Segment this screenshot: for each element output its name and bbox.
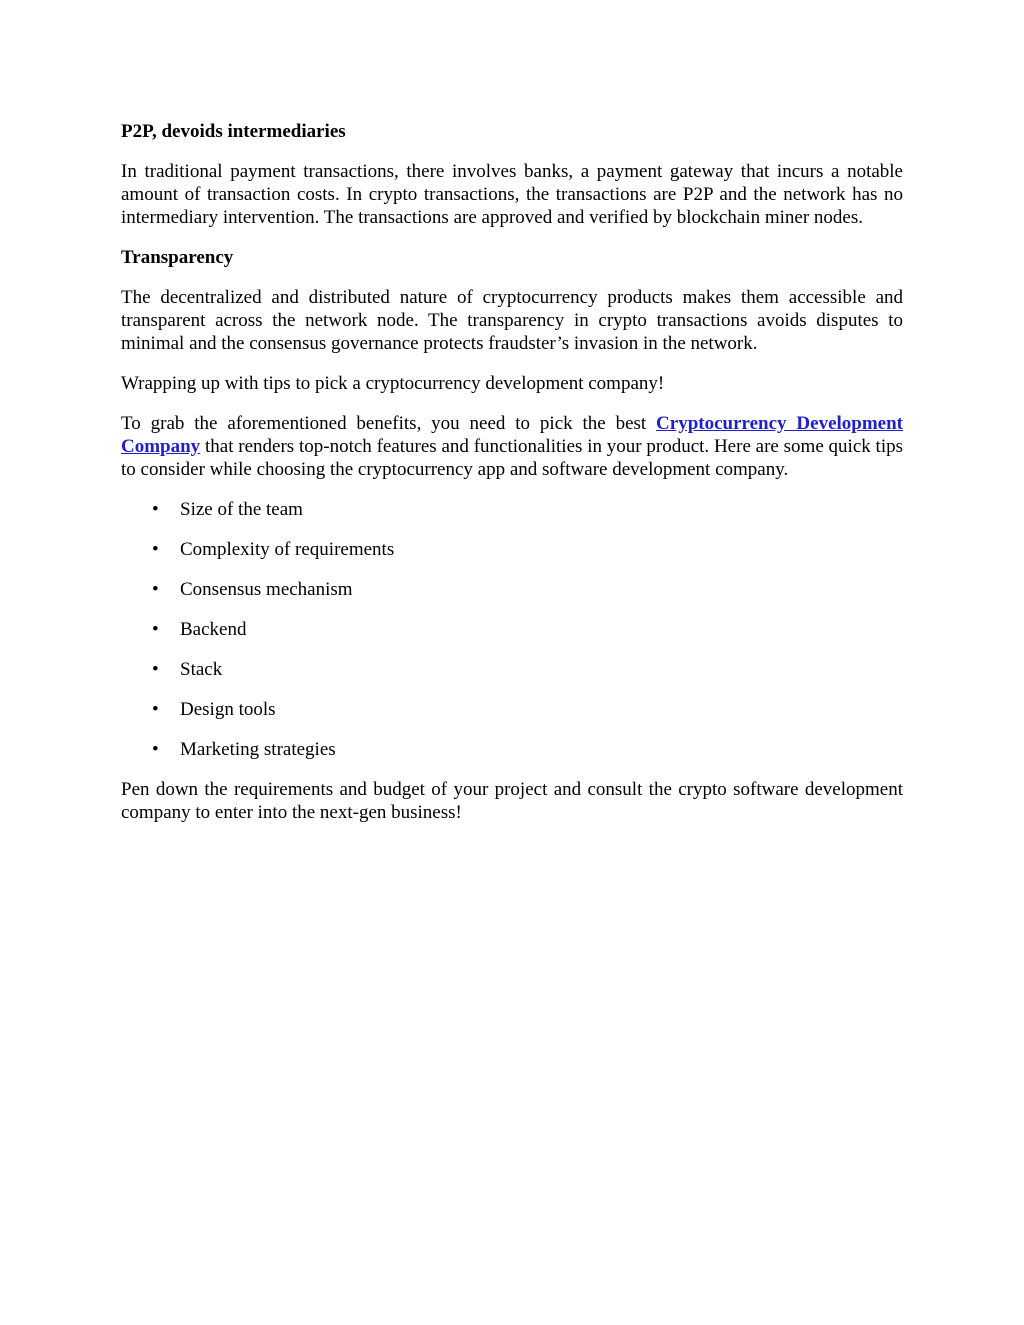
bullet-icon: • <box>152 739 159 760</box>
document-page <box>121 120 903 841</box>
list-item-text: Consensus mechanism <box>180 579 353 600</box>
tips-text-before: To grab the aforementioned benefits, you need to pick the best <box>121 413 657 434</box>
bullet-icon: • <box>152 539 159 560</box>
tips-bullet-list <box>121 498 903 761</box>
paragraph-p2p: In traditional payment transactions, there involves banks, a payment gateway that incurs a notable amount of transaction costs. In crypto transactions, the transactions are P2P and the network has no intermediary intervention. The transactions are approved and verified by blockchain miner nodes. <box>121 161 903 228</box>
list-item-text: Design tools <box>180 699 276 720</box>
list-item <box>121 658 903 681</box>
paragraph-transparency: The decentralized and distributed nature of cryptocurrency products makes them accessible and transparent across the network node. The transparency in crypto transactions avoids disputes to minimal and the consensus governance protects fraudster’s invasion in the network. <box>121 287 903 354</box>
heading-p2p: P2P, devoids intermediaries <box>121 121 346 142</box>
tips-text-after: that renders top-notch features and functionalities in your product. Here are some quick tips to consider while choosing the cryptocurrency app and software development company. <box>121 436 903 480</box>
list-item <box>121 698 903 721</box>
heading-transparency: Transparency <box>121 247 234 268</box>
list-item <box>121 538 903 561</box>
list-item-text: Size of the team <box>180 499 303 520</box>
list-item-text: Backend <box>180 619 247 640</box>
list-item-text: Stack <box>180 659 223 680</box>
list-item-text: Marketing strategies <box>180 739 336 760</box>
cryptocurrency-development-company-link[interactable]: Cryptocurrency Development Company <box>121 413 904 457</box>
paragraph-tips <box>121 412 903 481</box>
bullet-icon: • <box>152 579 159 600</box>
paragraph-closing: Pen down the requirements and budget of your project and consult the crypto software development company to enter into the next-gen business! <box>121 779 903 823</box>
list-item <box>121 498 903 521</box>
list-item-text: Complexity of requirements <box>180 539 395 560</box>
bullet-icon: • <box>152 499 159 520</box>
list-item <box>121 618 903 641</box>
bullet-icon: • <box>152 699 159 720</box>
list-item <box>121 578 903 601</box>
list-item <box>121 738 903 761</box>
bullet-icon: • <box>152 659 159 680</box>
paragraph-wrap-up: Wrapping up with tips to pick a cryptocurrency development company! <box>121 373 665 394</box>
bullet-icon: • <box>152 619 159 640</box>
